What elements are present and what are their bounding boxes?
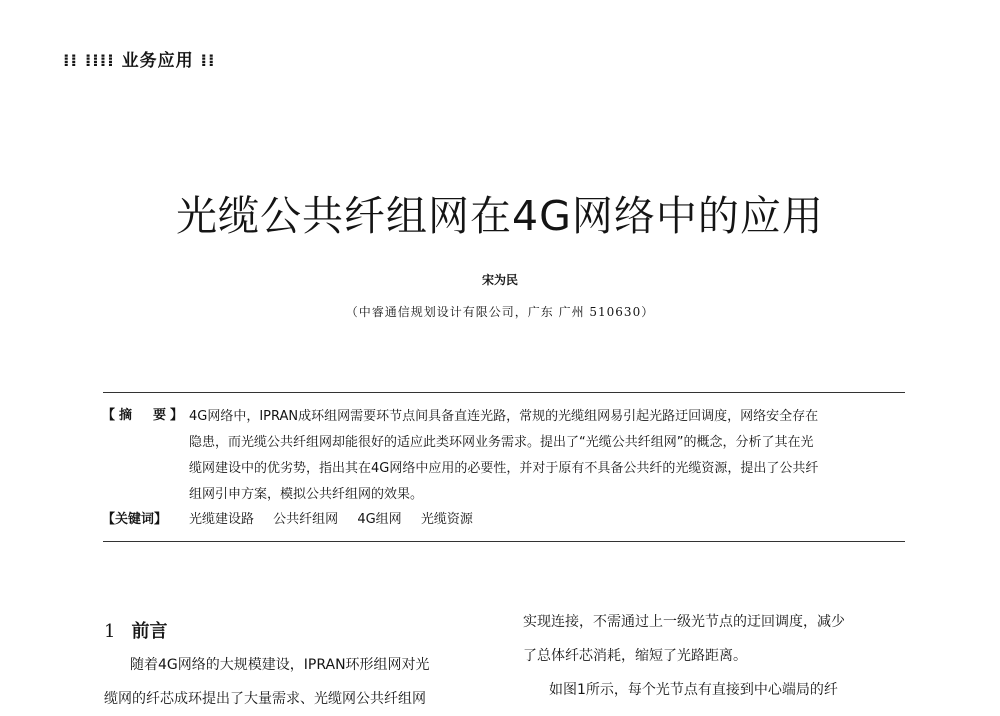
author-affiliation: （中睿通信规划设计有限公司，广东 广州 510630） xyxy=(345,305,655,319)
section-title: 前言 xyxy=(131,621,168,642)
abstract-label: 【摘 要】 xyxy=(102,408,188,423)
keywords-label: 【关键词】 xyxy=(102,512,168,527)
abstract-line: 组网引申方案，模拟公共纤组网的效果。 xyxy=(189,487,424,502)
author-name: 宋为民 xyxy=(481,273,518,287)
body-line: 随着4G网络的大规模建设，IPRAN环形组网对光 xyxy=(130,657,430,673)
abstract-line: 4G网络中，IPRAN成环组网需要环节点间具备直连光路，常规的光缆组网易引起光路迂回调度，网络安全存在 xyxy=(189,409,819,424)
keyword-item: 光缆资源 xyxy=(420,512,473,527)
body-line: 实现连接，不需通过上一级光节点的迂回调度，减少 xyxy=(523,614,845,630)
article-title: 光缆公共纤组网在4G网络中的应用 xyxy=(176,192,824,240)
keyword-item: 公共纤组网 xyxy=(273,512,339,527)
abstract-line: 缆网建设中的优劣势，指出其在4G网络中应用的必要性，并对于原有不具备公共纤的光缆资源，提出了公共纤 xyxy=(189,461,819,476)
section-heading xyxy=(104,617,167,643)
body-line: 了总体纤芯消耗，缩短了光路距离。 xyxy=(523,648,747,664)
body-line: 缆网的纤芯成环提出了大量需求、光缆网公共纤组网 xyxy=(104,691,426,707)
journal-section-header: ⁞⁞ ⁞⁞⁞⁞ 业务应用 ⁞⁞ xyxy=(63,51,216,71)
keyword-item: 光缆建设路 xyxy=(189,512,255,527)
keywords-list xyxy=(189,508,488,527)
abstract-bottom-rule xyxy=(103,541,905,542)
keyword-item: 4G组网 xyxy=(357,512,402,527)
body-line: 如图1所示，每个光节点有直接到中心端局的纤 xyxy=(549,682,838,698)
abstract-text xyxy=(189,404,909,508)
body-right-column xyxy=(523,605,845,707)
body-left-column xyxy=(104,648,430,716)
section-number: 1 xyxy=(104,621,116,642)
abstract-line: 隐患，而光缆公共纤组网却能很好的适应此类环网业务需求。提出了“光缆公共纤组网”的概念，分析了其在光 xyxy=(189,435,814,450)
abstract-top-rule xyxy=(103,392,905,393)
